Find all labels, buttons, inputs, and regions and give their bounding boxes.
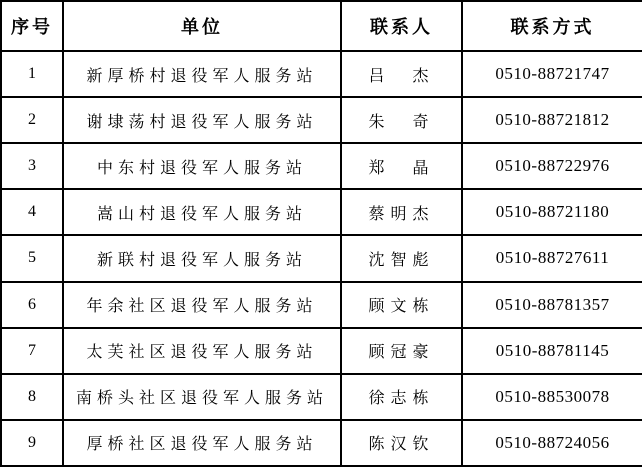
cell-contact: 蔡明杰 [341, 189, 462, 235]
cell-contact: 陈汉钦 [341, 420, 462, 466]
cell-unit: 新联村退役军人服务站 [63, 235, 341, 281]
cell-contact: 郑 晶 [341, 143, 462, 189]
table-row [1, 282, 642, 328]
cell-unit: 谢埭荡村退役军人服务站 [63, 97, 341, 143]
table-header [1, 1, 642, 51]
table-row [1, 328, 642, 374]
cell-index: 3 [1, 143, 63, 189]
cell-phone: 0510-88724056 [462, 420, 642, 466]
cell-phone: 0510-88781145 [462, 328, 642, 374]
cell-phone: 0510-88721180 [462, 189, 642, 235]
cell-unit: 厚桥社区退役军人服务站 [63, 420, 341, 466]
cell-index: 9 [1, 420, 63, 466]
cell-unit: 新厚桥村退役军人服务站 [63, 51, 341, 97]
cell-contact: 顾文栋 [341, 282, 462, 328]
table-row [1, 97, 642, 143]
header-cell-phone: 联系方式 [462, 1, 642, 51]
cell-index: 2 [1, 97, 63, 143]
cell-unit: 太芙社区退役军人服务站 [63, 328, 341, 374]
cell-contact: 徐志栋 [341, 374, 462, 420]
cell-unit: 南桥头社区退役军人服务站 [63, 374, 341, 420]
table-row [1, 374, 642, 420]
cell-unit: 嵩山村退役军人服务站 [63, 189, 341, 235]
table-row [1, 51, 642, 97]
cell-index: 4 [1, 189, 63, 235]
cell-index: 8 [1, 374, 63, 420]
cell-unit: 中东村退役军人服务站 [63, 143, 341, 189]
cell-phone: 0510-88721747 [462, 51, 642, 97]
cell-index: 6 [1, 282, 63, 328]
header-cell-contact: 联系人 [341, 1, 462, 51]
header-cell-index: 序号 [1, 1, 63, 51]
cell-contact: 吕 杰 [341, 51, 462, 97]
table-row [1, 235, 642, 281]
cell-index: 1 [1, 51, 63, 97]
table-row [1, 189, 642, 235]
cell-index: 5 [1, 235, 63, 281]
cell-contact: 沈智彪 [341, 235, 462, 281]
cell-phone: 0510-88727611 [462, 235, 642, 281]
cell-contact: 朱 奇 [341, 97, 462, 143]
table-body [1, 51, 642, 466]
table-row [1, 143, 642, 189]
cell-phone: 0510-88721812 [462, 97, 642, 143]
cell-index: 7 [1, 328, 63, 374]
header-row [1, 1, 642, 51]
cell-phone: 0510-88530078 [462, 374, 642, 420]
header-cell-unit: 单位 [63, 1, 341, 51]
cell-contact: 顾冠豪 [341, 328, 462, 374]
cell-phone: 0510-88722976 [462, 143, 642, 189]
cell-phone: 0510-88781357 [462, 282, 642, 328]
cell-unit: 年余社区退役军人服务站 [63, 282, 341, 328]
table-row [1, 420, 642, 466]
